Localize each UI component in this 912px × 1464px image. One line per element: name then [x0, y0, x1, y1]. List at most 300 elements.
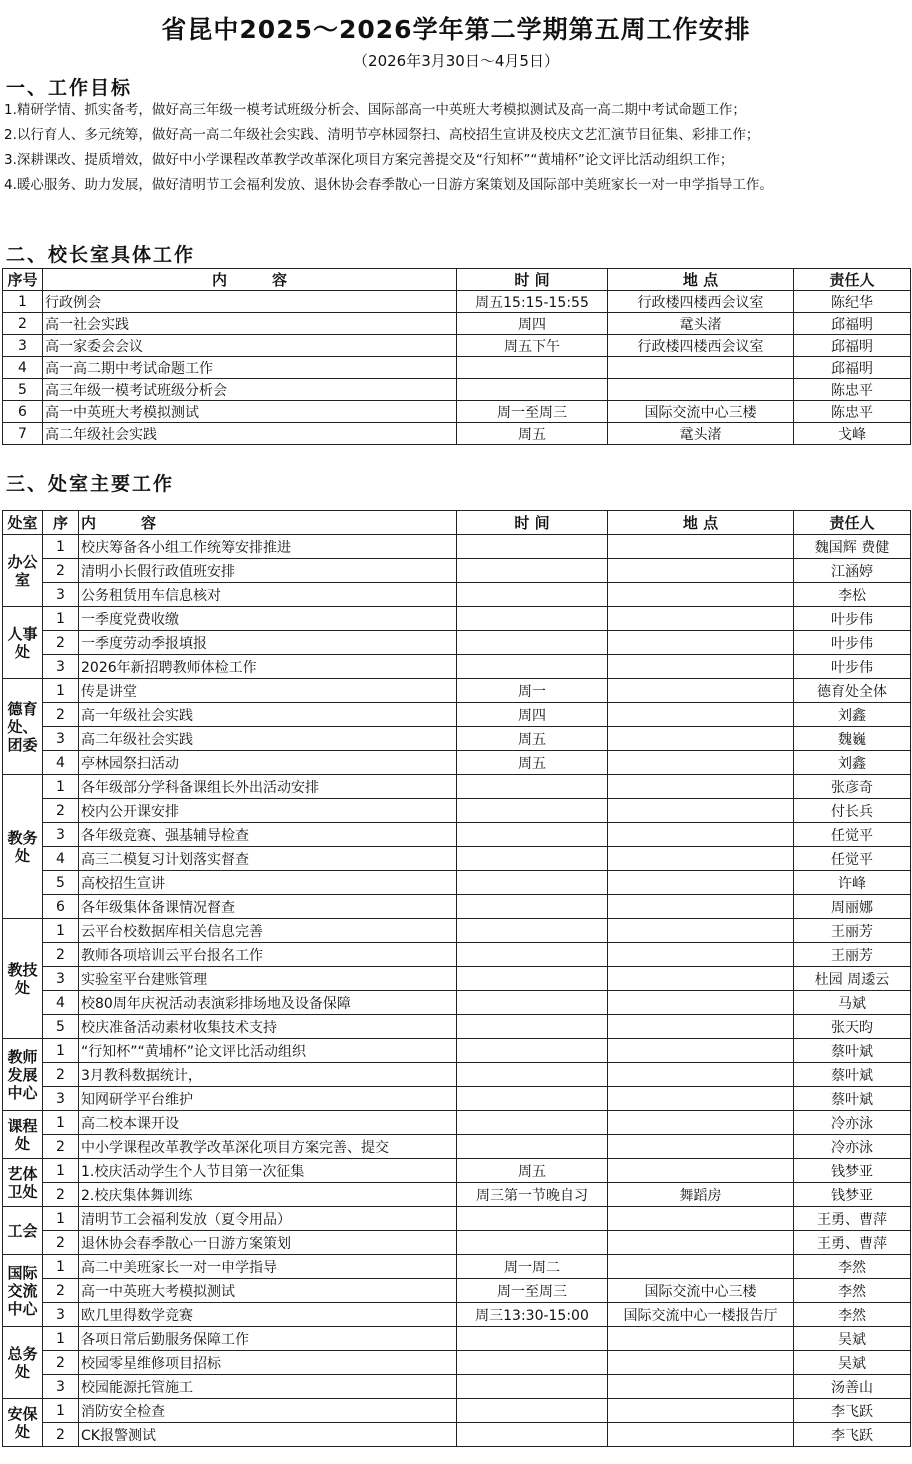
- table-row: [3, 991, 911, 1015]
- row-person: 冷亦泳: [794, 1135, 911, 1159]
- table-row: [3, 1399, 911, 1423]
- row-number: 1: [43, 607, 79, 631]
- row-time: [457, 1135, 608, 1159]
- row-time: [457, 1111, 608, 1135]
- row-time: 周五: [457, 1159, 608, 1183]
- table-row: [3, 1255, 911, 1279]
- row-place: [608, 1087, 794, 1111]
- row-place: [608, 1399, 794, 1423]
- row-time: [457, 1015, 608, 1039]
- row-time: [457, 847, 608, 871]
- row-place: [608, 727, 794, 751]
- row-content: 高二中美班家长一对一申学指导: [79, 1255, 457, 1279]
- row-content: 高三二模复习计划落实督查: [79, 847, 457, 871]
- row-number: 5: [3, 379, 43, 401]
- row-place: 行政楼四楼西会议室: [608, 335, 794, 357]
- row-content: 清明节工会福利发放（夏令用品）: [79, 1207, 457, 1231]
- table-row: [3, 1327, 911, 1351]
- row-content: 校庆筹备各小组工作统筹安排推进: [79, 535, 457, 559]
- table-row: [3, 703, 911, 727]
- row-person: 陈忠平: [794, 401, 911, 423]
- row-content: 校内公开课安排: [79, 799, 457, 823]
- row-person: 德育处全体: [794, 679, 911, 703]
- row-time: [457, 1351, 608, 1375]
- row-time: 周五15:15-15:55: [457, 291, 608, 313]
- row-place: [608, 583, 794, 607]
- row-time: [457, 919, 608, 943]
- row-content: 一季度劳动季报填报: [79, 631, 457, 655]
- row-number: 7: [3, 423, 43, 445]
- row-time: 周五下午: [457, 335, 608, 357]
- row-place: [608, 895, 794, 919]
- department-name: 教务处: [3, 775, 43, 919]
- row-content: 校园能源托管施工: [79, 1375, 457, 1399]
- row-person: 杜园 周逶云: [794, 967, 911, 991]
- table-row: [3, 1351, 911, 1375]
- row-time: 周五: [457, 751, 608, 775]
- row-place: [608, 967, 794, 991]
- row-number: 2: [43, 943, 79, 967]
- row-place: [608, 871, 794, 895]
- table-row: [3, 291, 911, 313]
- column-header: 地 点: [608, 269, 794, 291]
- row-place: [608, 679, 794, 703]
- table-header-row: [3, 511, 911, 535]
- row-place: [608, 1375, 794, 1399]
- row-time: [457, 655, 608, 679]
- row-time: [457, 1399, 608, 1423]
- row-time: [457, 357, 608, 379]
- row-number: 1: [43, 1111, 79, 1135]
- row-time: [457, 583, 608, 607]
- row-content: 传是讲堂: [79, 679, 457, 703]
- row-person: 周丽娜: [794, 895, 911, 919]
- row-person: 许峰: [794, 871, 911, 895]
- row-time: 周一至周三: [457, 1279, 608, 1303]
- row-content: 高校招生宣讲: [79, 871, 457, 895]
- row-person: 钱梦亚: [794, 1159, 911, 1183]
- row-place: [608, 1135, 794, 1159]
- row-time: [457, 1087, 608, 1111]
- table-row: [3, 1015, 911, 1039]
- department-name: 课程处: [3, 1111, 43, 1159]
- department-name: 教技处: [3, 919, 43, 1039]
- row-number: 5: [43, 871, 79, 895]
- row-person: 江涵婷: [794, 559, 911, 583]
- row-person: 汤善山: [794, 1375, 911, 1399]
- row-content: 高二年级社会实践: [79, 727, 457, 751]
- row-person: 付长兵: [794, 799, 911, 823]
- row-person: 陈纪华: [794, 291, 911, 313]
- row-number: 3: [43, 655, 79, 679]
- row-person: 李松: [794, 583, 911, 607]
- row-person: 王丽芳: [794, 943, 911, 967]
- table-row: [3, 967, 911, 991]
- row-number: 2: [43, 1063, 79, 1087]
- row-place: [608, 1207, 794, 1231]
- row-person: 叶步伟: [794, 607, 911, 631]
- row-number: 1: [3, 291, 43, 313]
- row-person: 刘鑫: [794, 703, 911, 727]
- principal-office-table: [2, 268, 911, 445]
- row-number: 1: [43, 919, 79, 943]
- row-place: [608, 1039, 794, 1063]
- row-person: 邱福明: [794, 357, 911, 379]
- row-place: [608, 823, 794, 847]
- row-number: 1: [43, 1255, 79, 1279]
- table-row: [3, 583, 911, 607]
- row-content: 高一年级社会实践: [79, 703, 457, 727]
- table-row: [3, 1423, 911, 1447]
- table-row: [3, 1303, 911, 1327]
- row-person: 叶步伟: [794, 655, 911, 679]
- column-header: 内 容: [43, 269, 457, 291]
- row-place: 鼋头渚: [608, 423, 794, 445]
- row-content: 行政例会: [43, 291, 457, 313]
- row-number: 2: [43, 559, 79, 583]
- row-person: 刘鑫: [794, 751, 911, 775]
- table-row: [3, 631, 911, 655]
- row-person: 叶步伟: [794, 631, 911, 655]
- row-time: [457, 775, 608, 799]
- row-person: 李飞跃: [794, 1399, 911, 1423]
- row-number: 3: [43, 967, 79, 991]
- row-time: [457, 895, 608, 919]
- row-number: 2: [3, 313, 43, 335]
- row-time: 周五: [457, 727, 608, 751]
- row-time: [457, 799, 608, 823]
- row-place: [608, 655, 794, 679]
- row-person: 任觉平: [794, 847, 911, 871]
- row-time: [457, 1327, 608, 1351]
- row-number: 2: [43, 1231, 79, 1255]
- column-header: 处室: [3, 511, 43, 535]
- row-number: 3: [43, 823, 79, 847]
- row-content: 高一高二期中考试命题工作: [43, 357, 457, 379]
- department-table-body: [3, 535, 911, 1447]
- table-row: [3, 679, 911, 703]
- row-number: 1: [43, 1159, 79, 1183]
- row-place: [608, 799, 794, 823]
- principal-table-body: [3, 291, 911, 445]
- row-number: 2: [43, 631, 79, 655]
- table-row: [3, 1111, 911, 1135]
- department-table: [2, 510, 911, 1447]
- table-row: [3, 823, 911, 847]
- row-person: 邱福明: [794, 335, 911, 357]
- row-place: [608, 379, 794, 401]
- row-content: 中小学课程改革教学改革深化项目方案完善、提交: [79, 1135, 457, 1159]
- row-content: 清明小长假行政值班安排: [79, 559, 457, 583]
- row-number: 2: [43, 1183, 79, 1207]
- row-time: 周一至周三: [457, 401, 608, 423]
- column-header: 序号: [3, 269, 43, 291]
- row-time: [457, 607, 608, 631]
- table-row: [3, 1063, 911, 1087]
- row-place: [608, 1351, 794, 1375]
- department-name: 国际交流中心: [3, 1255, 43, 1327]
- row-place: 国际交流中心一楼报告厅: [608, 1303, 794, 1327]
- row-place: [608, 1255, 794, 1279]
- table-row: [3, 379, 911, 401]
- table-row: [3, 943, 911, 967]
- row-content: 高一中英班大考模拟测试: [43, 401, 457, 423]
- row-content: 3月教科数据统计，: [79, 1063, 457, 1087]
- row-time: [457, 1039, 608, 1063]
- column-header: 内 容: [79, 511, 457, 535]
- row-content: 消防安全检查: [79, 1399, 457, 1423]
- row-place: [608, 1111, 794, 1135]
- table-row: [3, 1087, 911, 1111]
- page-title: 省昆中2025～2026学年第二学期第五周工作安排: [161, 15, 751, 44]
- table-row: [3, 871, 911, 895]
- row-time: [457, 1231, 608, 1255]
- row-person: 陈忠平: [794, 379, 911, 401]
- column-header: 时 间: [457, 269, 608, 291]
- table-row: [3, 895, 911, 919]
- row-time: 周四: [457, 703, 608, 727]
- row-person: 蔡叶斌: [794, 1087, 911, 1111]
- department-name: 艺体卫处: [3, 1159, 43, 1207]
- row-time: [457, 991, 608, 1015]
- row-time: [457, 379, 608, 401]
- row-number: 3: [43, 1303, 79, 1327]
- goal-item: 4.暖心服务、助力发展，做好清明节工会福利发放、退休协会春季散心一日游方案策划及国际部中美班家长一对一申学指导工作。: [4, 177, 773, 193]
- row-place: [608, 357, 794, 379]
- row-number: 3: [3, 335, 43, 357]
- row-person: 马斌: [794, 991, 911, 1015]
- row-content: 2026年新招聘教师体检工作: [79, 655, 457, 679]
- department-name: 工会: [3, 1207, 43, 1255]
- row-time: [457, 1423, 608, 1447]
- table-row: [3, 727, 911, 751]
- row-content: 高三年级一模考试班级分析会: [43, 379, 457, 401]
- table-row: [3, 607, 911, 631]
- row-place: [608, 775, 794, 799]
- row-number: 2: [43, 799, 79, 823]
- row-time: 周三第一节晚自习: [457, 1183, 608, 1207]
- row-content: 1.校庆活动学生个人节目第一次征集: [79, 1159, 457, 1183]
- row-number: 3: [43, 727, 79, 751]
- row-person: 钱梦亚: [794, 1183, 911, 1207]
- department-name: 人事处: [3, 607, 43, 679]
- row-place: [608, 991, 794, 1015]
- row-content: 高二校本课开设: [79, 1111, 457, 1135]
- department-name: 总务处: [3, 1327, 43, 1399]
- row-content: 高一社会实践: [43, 313, 457, 335]
- column-header: 责任人: [794, 269, 911, 291]
- department-name: 安保处: [3, 1399, 43, 1447]
- row-time: [457, 967, 608, 991]
- row-content: 实验室平台建账管理: [79, 967, 457, 991]
- row-place: 国际交流中心三楼: [608, 401, 794, 423]
- table-row: [3, 847, 911, 871]
- table-row: [3, 1159, 911, 1183]
- table-row: [3, 1135, 911, 1159]
- row-number: 1: [43, 775, 79, 799]
- department-name: 教师发展中心: [3, 1039, 43, 1111]
- table-row: [3, 401, 911, 423]
- table-row: [3, 751, 911, 775]
- row-person: 吴斌: [794, 1327, 911, 1351]
- section-heading-goals: 一、工作目标: [6, 77, 133, 99]
- row-number: 1: [43, 1207, 79, 1231]
- row-place: [608, 1063, 794, 1087]
- row-content: “行知杯”“黄埔杯”论文评比活动组织: [79, 1039, 457, 1063]
- row-time: [457, 1063, 608, 1087]
- table-row: [3, 313, 911, 335]
- table-row: [3, 799, 911, 823]
- row-person: 张彦奇: [794, 775, 911, 799]
- row-content: 各项日常后勤服务保障工作: [79, 1327, 457, 1351]
- row-number: 4: [43, 751, 79, 775]
- table-row: [3, 1375, 911, 1399]
- row-person: 魏巍: [794, 727, 911, 751]
- table-row: [3, 559, 911, 583]
- table-row: [3, 357, 911, 379]
- department-name: 德育处、团委: [3, 679, 43, 775]
- row-content: 退休协会春季散心一日游方案策划: [79, 1231, 457, 1255]
- row-place: [608, 703, 794, 727]
- row-time: [457, 631, 608, 655]
- row-number: 3: [43, 1087, 79, 1111]
- row-person: 魏国辉 费健: [794, 535, 911, 559]
- row-content: 一季度党费收缴: [79, 607, 457, 631]
- row-content: 高一中英班大考模拟测试: [79, 1279, 457, 1303]
- row-time: [457, 943, 608, 967]
- row-place: [608, 1423, 794, 1447]
- row-time: [457, 535, 608, 559]
- row-time: 周四: [457, 313, 608, 335]
- row-time: [457, 823, 608, 847]
- column-header: 责任人: [794, 511, 911, 535]
- row-place: [608, 607, 794, 631]
- table-row: [3, 919, 911, 943]
- row-person: 王丽芳: [794, 919, 911, 943]
- row-time: [457, 1207, 608, 1231]
- table-row: [3, 1231, 911, 1255]
- department-name: 办公室: [3, 535, 43, 607]
- row-person: 王勇、曹萍: [794, 1231, 911, 1255]
- row-content: 教师各项培训云平台报名工作: [79, 943, 457, 967]
- row-number: 2: [43, 1135, 79, 1159]
- goal-item: 1.精研学情、抓实备考，做好高三年级一模考试班级分析会、国际部高一中英班大考模拟测试及高一高二期中考试命题工作；: [4, 102, 746, 118]
- row-place: [608, 919, 794, 943]
- row-content: 公务租赁用车信息核对: [79, 583, 457, 607]
- row-content: 高二年级社会实践: [43, 423, 457, 445]
- table-row: [3, 423, 911, 445]
- table-header-row: [3, 269, 911, 291]
- row-content: 知网研学平台维护: [79, 1087, 457, 1111]
- row-place: [608, 847, 794, 871]
- row-time: 周三13:30-15:00: [457, 1303, 608, 1327]
- row-person: 蔡叶斌: [794, 1039, 911, 1063]
- row-content: 各年级部分学科备课组长外出活动安排: [79, 775, 457, 799]
- row-number: 4: [43, 847, 79, 871]
- row-place: [608, 559, 794, 583]
- table-row: [3, 775, 911, 799]
- column-header: 序: [43, 511, 79, 535]
- row-number: 4: [3, 357, 43, 379]
- row-content: 云平台校数据库相关信息完善: [79, 919, 457, 943]
- row-time: [457, 1375, 608, 1399]
- section-heading-principal: 二、校长室具体工作: [6, 244, 196, 266]
- goal-item: 3.深耕课改、提质增效，做好中小学课程改革教学改革深化项目方案完善提交及“行知杯”“黄埔杯”论文评比活动组织工作；: [4, 152, 734, 168]
- row-content: 亭林园祭扫活动: [79, 751, 457, 775]
- row-content: 校80周年庆祝活动表演彩排场地及设备保障: [79, 991, 457, 1015]
- row-number: 2: [43, 1279, 79, 1303]
- row-number: 3: [43, 1375, 79, 1399]
- row-place: 国际交流中心三楼: [608, 1279, 794, 1303]
- section-heading-departments: 三、处室主要工作: [6, 473, 175, 495]
- row-place: [608, 1015, 794, 1039]
- row-number: 2: [43, 1423, 79, 1447]
- row-content: 各年级集体备课情况督查: [79, 895, 457, 919]
- table-row: [3, 535, 911, 559]
- row-time: 周一周二: [457, 1255, 608, 1279]
- row-person: 李飞跃: [794, 1423, 911, 1447]
- row-number: 1: [43, 1039, 79, 1063]
- row-place: 鼋头渚: [608, 313, 794, 335]
- table-row: [3, 655, 911, 679]
- column-header: 地 点: [608, 511, 794, 535]
- row-person: 王勇、曹萍: [794, 1207, 911, 1231]
- row-number: 4: [43, 991, 79, 1015]
- row-place: 舞蹈房: [608, 1183, 794, 1207]
- row-person: 戈峰: [794, 423, 911, 445]
- row-person: 李然: [794, 1279, 911, 1303]
- row-number: 5: [43, 1015, 79, 1039]
- row-number: 1: [43, 679, 79, 703]
- row-number: 1: [43, 1399, 79, 1423]
- row-content: 校园零星维修项目招标: [79, 1351, 457, 1375]
- row-number: 2: [43, 1351, 79, 1375]
- row-place: [608, 631, 794, 655]
- row-person: 冷亦泳: [794, 1111, 911, 1135]
- row-person: 李然: [794, 1303, 911, 1327]
- column-header: 时 间: [457, 511, 608, 535]
- row-place: [608, 1231, 794, 1255]
- row-person: 吴斌: [794, 1351, 911, 1375]
- goals-list: [4, 98, 912, 198]
- page-subtitle: （2026年3月30日～4月5日）: [353, 52, 559, 70]
- row-content: 高一家委会会议: [43, 335, 457, 357]
- row-content: 欧几里得数学竞赛: [79, 1303, 457, 1327]
- row-place: [608, 943, 794, 967]
- row-person: 邱福明: [794, 313, 911, 335]
- row-time: 周五: [457, 423, 608, 445]
- row-time: 周一: [457, 679, 608, 703]
- row-content: 2.校庆集体舞训练: [79, 1183, 457, 1207]
- row-person: 任觉平: [794, 823, 911, 847]
- table-row: [3, 1039, 911, 1063]
- table-row: [3, 1279, 911, 1303]
- row-place: [608, 751, 794, 775]
- row-place: [608, 535, 794, 559]
- row-person: 李然: [794, 1255, 911, 1279]
- row-number: 1: [43, 1327, 79, 1351]
- row-content: 校庆准备活动素材收集技术支持: [79, 1015, 457, 1039]
- row-person: 蔡叶斌: [794, 1063, 911, 1087]
- row-content: 各年级竞赛、强基辅导检查: [79, 823, 457, 847]
- row-time: [457, 559, 608, 583]
- row-number: 2: [43, 703, 79, 727]
- row-number: 6: [43, 895, 79, 919]
- row-number: 1: [43, 535, 79, 559]
- table-row: [3, 1183, 911, 1207]
- row-place: [608, 1159, 794, 1183]
- row-place: [608, 1327, 794, 1351]
